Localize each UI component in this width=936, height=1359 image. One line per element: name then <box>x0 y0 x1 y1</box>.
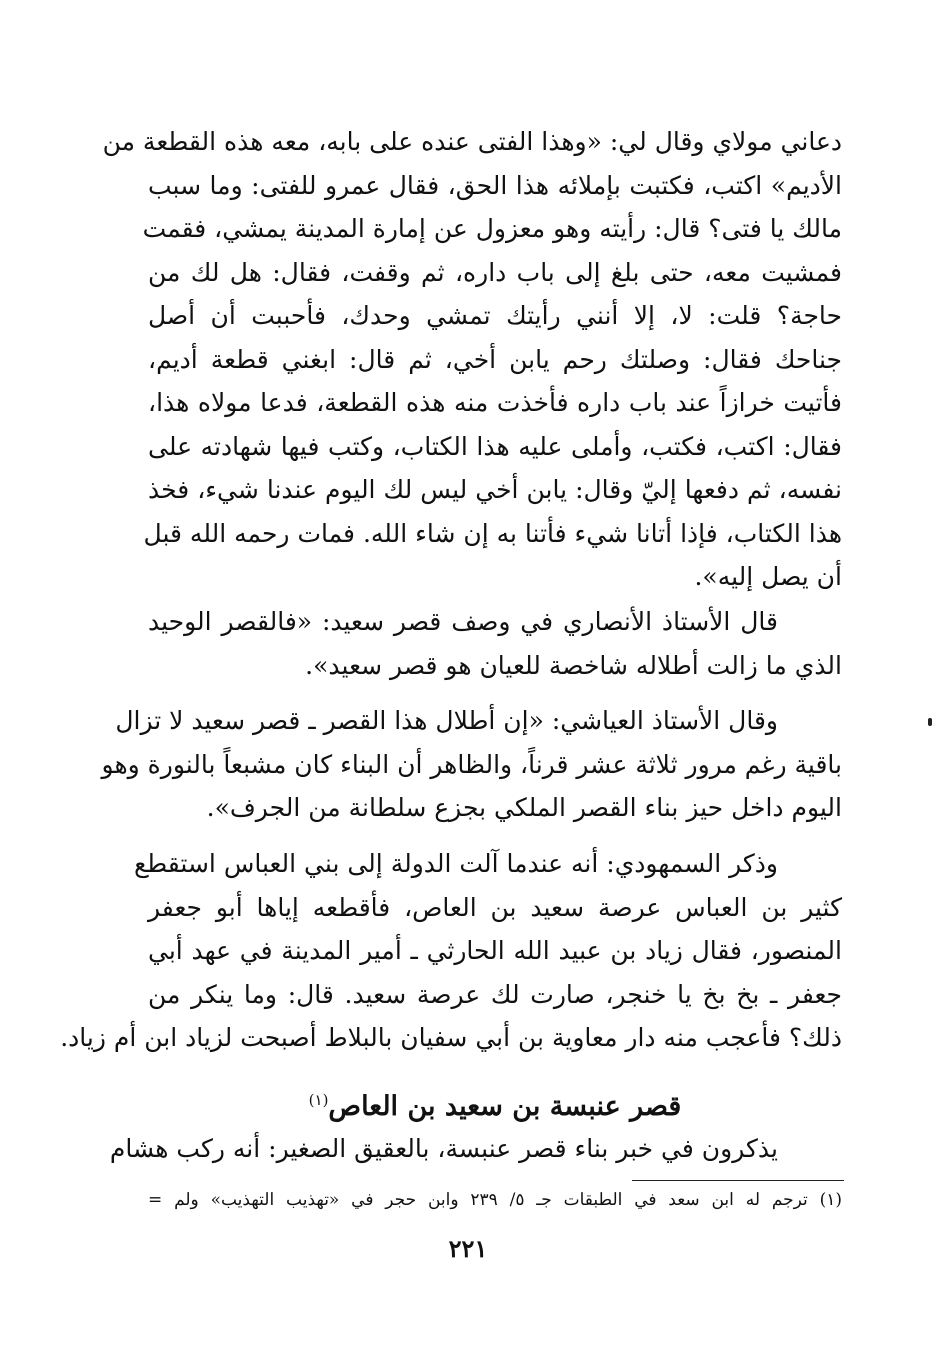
text-line: قال الأستاذ الأنصاري في وصف قصر سعيد: «فالقصر الوحيد <box>148 607 778 636</box>
text-line: ذلك؟ فأعجب منه دار معاوية بن أبي سفيان بالبلاط أصبحت لزياد ابن أم زياد. <box>60 1023 842 1052</box>
section-heading <box>148 1078 842 1129</box>
paragraph-3 <box>101 699 842 830</box>
text-line: هذا الكتاب، فإذا أتانا شيء فأتنا به إن شاء الله. فمات رحمه الله قبل <box>143 518 842 548</box>
paragraph-5 <box>109 1127 842 1171</box>
text-line: جعفر ـ بخ بخ يا خنجر، صارت لك عرصة سعيد. قال: وما ينكر من <box>148 979 842 1009</box>
text-line: المنصور، فقال زياد بن عبيد الله الحارثي ـ أمير المدينة في عهد أبي <box>148 936 842 965</box>
paragraph-1 <box>102 120 842 599</box>
text-line: اليوم داخل حيز بناء القصر الملكي بجزع سلطانة من الجرف». <box>206 793 842 822</box>
footnote-reference: (١) <box>308 1091 329 1109</box>
footnote: (١) ترجم له ابن سعد في الطبقات جـ ٥/ ٢٣٩ وابن حجر في «تهذيب التهذيب» ولم = <box>148 1190 842 1210</box>
page-number: ٢٢١ <box>448 1234 488 1263</box>
text-line: باقية رغم مرور ثلاثة عشر قرناً، والظاهر أن البناء كان مشبعاً بالنورة وهو <box>101 749 842 779</box>
text-line: نفسه، ثم دفعها إليّ وقال: يابن أخي ليس لك اليوم عندنا شيء، فخذ <box>148 475 842 504</box>
text-line: وذكر السمهودي: أنه عندما آلت الدولة إلى بني العباس استقطع <box>133 849 778 878</box>
text-line: فمشيت معه، حتى بلغ إلى باب داره، ثم وقفت، فقال: هل لك من <box>148 257 842 287</box>
text-line: فقال: اكتب، فكتب، وأملى عليه هذا الكتاب، وكتب فيها شهادته على <box>148 431 842 461</box>
text-line: الأديم» اكتب، فكتبت بإملائه هذا الحق، فقال عمرو للفتى: وما سبب <box>148 170 842 200</box>
text-line: فأتيت خرازاً عند باب داره فأخذت منه هذه القطعة، فدعا مولاه هذا، <box>148 388 842 417</box>
paragraph-2 <box>148 600 842 687</box>
paragraph-4 <box>60 842 842 1060</box>
text-line: أن يصل إليه». <box>694 562 842 591</box>
text-line: مالك يا فتى؟ قال: رأيته وهو معزول عن إمارة المدينة يمشي، فقمت <box>142 214 842 243</box>
footnote-divider <box>632 1180 844 1181</box>
scan-mark <box>928 718 932 726</box>
text-line: جناحك فقال: وصلتك رحم يابن أخي، ثم قال: ابغني قطعة أديم، <box>148 344 842 374</box>
text-line: الذي ما زالت أطلاله شاخصة للعيان هو قصر سعيد». <box>305 650 842 680</box>
text-line: وقال الأستاذ العياشي: «إن أطلال هذا القصر ـ قصر سعيد لا تزال <box>115 706 778 735</box>
heading-title: قصر عنبسة بن سعيد بن العاص <box>328 1091 682 1122</box>
text-line: حاجة؟ قلت: لا، إلا أنني رأيتك تمشي وحدك، فأحببت أن أصل <box>148 301 842 330</box>
text-line: يذكرون في خبر بناء قصر عنبسة، بالعقيق الصغير: أنه ركب هشام <box>109 1134 778 1163</box>
text-line: دعاني مولاي وقال لي: «وهذا الفتى عنده على بابه، معه هذه القطعة من <box>102 127 842 156</box>
text-line: كثير بن العباس عرصة سعيد بن العاص، فأقطعه إياها أبو جعفر <box>148 892 842 922</box>
